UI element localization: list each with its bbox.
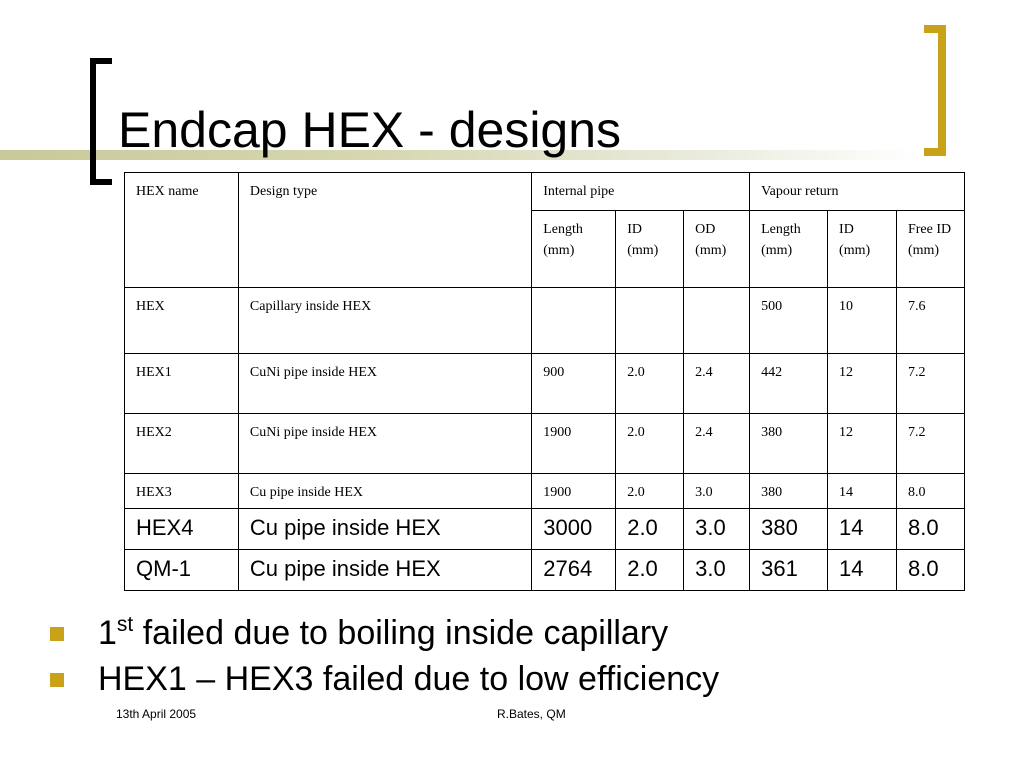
header-cell <box>616 211 684 288</box>
table-cell <box>125 288 239 354</box>
table-row <box>125 509 965 550</box>
cell-ip-od <box>684 288 749 296</box>
table-cell <box>828 354 897 414</box>
table-cell <box>684 414 750 474</box>
cell-ip-length: 900 <box>543 365 565 380</box>
table-cell <box>125 354 239 414</box>
table-cell <box>750 288 828 354</box>
table-cell <box>828 474 897 509</box>
cell-hex-name: QM-1 <box>136 556 191 581</box>
table-cell <box>238 509 531 550</box>
cell-ip-od: 2.4 <box>695 365 713 380</box>
cell-hex-name: HEX1 <box>136 365 172 380</box>
table-cell <box>238 474 531 509</box>
table-cell <box>684 354 750 414</box>
cell-vr-id: 14 <box>839 556 864 581</box>
header-design-type: Design type <box>249 184 318 199</box>
header-ip-id: ID (mm) <box>627 222 659 258</box>
header-cell <box>896 211 964 288</box>
cell-vr-length: 380 <box>761 485 783 500</box>
table-cell <box>750 509 828 550</box>
square-bullet-icon <box>50 673 64 687</box>
table-row <box>125 288 965 354</box>
cell-hex-name: HEX4 <box>136 515 194 540</box>
table-cell <box>616 474 684 509</box>
table-cell <box>750 550 828 591</box>
table-cell <box>750 474 828 509</box>
cell-vr-free-id: 7.2 <box>907 365 926 380</box>
bullet-list <box>46 610 719 702</box>
cell-ip-id: 2.0 <box>627 365 645 380</box>
table-cell <box>828 550 897 591</box>
cell-vr-length: 500 <box>761 299 783 314</box>
header-cell <box>750 211 828 288</box>
table-cell <box>238 288 531 354</box>
cell-design-type: Capillary inside HEX <box>249 299 372 314</box>
cell-ip-id: 2.0 <box>627 515 658 540</box>
table-cell <box>684 509 750 550</box>
table-row <box>125 550 965 591</box>
bullet-item <box>46 610 719 656</box>
table-cell <box>532 474 616 509</box>
table-cell <box>616 509 684 550</box>
bullet-item <box>46 656 719 702</box>
header-vr-id: ID (mm) <box>839 222 871 258</box>
cell-hex-name: HEX <box>136 299 165 314</box>
table-cell <box>532 550 616 591</box>
square-bullet-icon <box>50 627 64 641</box>
cell-vr-id: 14 <box>839 485 854 500</box>
cell-ip-id: 2.0 <box>627 485 645 500</box>
hex-designs-table <box>124 172 965 591</box>
table-cell <box>532 414 616 474</box>
table-row <box>125 414 965 474</box>
table-cell <box>828 414 897 474</box>
header-cell <box>125 173 239 288</box>
cell-hex-name: HEX3 <box>136 485 172 500</box>
cell-vr-length: 380 <box>761 515 798 540</box>
header-cell <box>532 211 616 288</box>
cell-ip-id: 2.0 <box>627 425 645 440</box>
table-cell <box>896 509 964 550</box>
cell-ip-od: 3.0 <box>695 515 726 540</box>
cell-vr-length: 442 <box>761 365 783 380</box>
cell-ip-id: 2.0 <box>627 556 658 581</box>
cell-ip-length: 1900 <box>543 425 572 440</box>
bullet-text: failed due to boiling inside capillary <box>133 614 669 652</box>
table-row <box>125 474 965 509</box>
cell-hex-name: HEX2 <box>136 425 172 440</box>
table-cell <box>750 354 828 414</box>
left-bracket-decoration <box>90 58 112 185</box>
right-bracket-decoration <box>924 25 946 156</box>
header-ip-od: OD (mm) <box>695 222 727 258</box>
cell-vr-id: 12 <box>839 365 854 380</box>
table-cell <box>125 550 239 591</box>
header-cell <box>238 173 531 288</box>
table-cell <box>684 474 750 509</box>
cell-vr-length: 361 <box>761 556 798 581</box>
cell-design-type: Cu pipe inside HEX <box>249 515 441 540</box>
table-cell <box>896 414 964 474</box>
cell-ip-length: 2764 <box>543 556 593 581</box>
header-cell <box>532 173 750 211</box>
cell-ip-od: 3.0 <box>695 485 713 500</box>
header-vr-free-id: Free ID (mm) <box>907 222 952 258</box>
header-hex-name: HEX name <box>136 184 199 199</box>
table-cell <box>532 354 616 414</box>
cell-vr-free-id: 7.6 <box>907 299 926 314</box>
cell-design-type: CuNi pipe inside HEX <box>249 425 378 440</box>
slide-title: Endcap HEX - designs <box>118 102 622 158</box>
table-cell <box>828 288 897 354</box>
header-cell <box>684 211 750 288</box>
cell-ip-length: 3000 <box>543 515 593 540</box>
table-cell <box>238 354 531 414</box>
table-cell <box>616 354 684 414</box>
cell-vr-free-id: 8.0 <box>907 485 926 500</box>
table-cell <box>684 550 750 591</box>
table-cell <box>616 550 684 591</box>
table-cell <box>125 509 239 550</box>
cell-design-type: Cu pipe inside HEX <box>249 556 441 581</box>
cell-ip-od: 2.4 <box>695 425 713 440</box>
header-ip-length: Length (mm) <box>543 222 583 258</box>
table-cell <box>616 414 684 474</box>
table-header-row <box>125 173 965 211</box>
cell-vr-id: 12 <box>839 425 854 440</box>
header-vr-length: Length (mm) <box>761 222 801 258</box>
table-cell <box>896 354 964 414</box>
cell-ip-length <box>532 288 615 296</box>
bullet-ordinal: 1 <box>98 614 117 652</box>
table-cell <box>125 474 239 509</box>
bullet-ordinal-suffix: st <box>116 613 134 636</box>
table-cell <box>750 414 828 474</box>
header-vapour-return: Vapour return <box>761 184 839 199</box>
table-cell <box>532 288 616 354</box>
bullet-text: HEX1 – HEX3 failed due to low efficiency <box>98 660 720 698</box>
cell-vr-id: 10 <box>839 299 854 314</box>
footer-date: 13th April 2005 <box>116 707 197 721</box>
table-cell <box>896 550 964 591</box>
cell-vr-free-id: 8.0 <box>907 556 939 581</box>
cell-ip-id <box>616 288 683 296</box>
table-cell <box>238 414 531 474</box>
cell-vr-id: 14 <box>839 515 864 540</box>
table-cell <box>828 509 897 550</box>
cell-vr-free-id: 8.0 <box>907 515 939 540</box>
footer-author: R.Bates, QM <box>497 707 566 721</box>
cell-design-type: Cu pipe inside HEX <box>249 485 364 500</box>
cell-design-type: CuNi pipe inside HEX <box>249 365 378 380</box>
header-cell <box>750 173 965 211</box>
table-cell <box>896 288 964 354</box>
table-cell <box>125 414 239 474</box>
header-internal-pipe: Internal pipe <box>543 184 615 199</box>
cell-vr-free-id: 7.2 <box>907 425 926 440</box>
table-row <box>125 354 965 414</box>
table-cell <box>896 474 964 509</box>
table-cell <box>532 509 616 550</box>
cell-vr-length: 380 <box>761 425 783 440</box>
table-cell <box>238 550 531 591</box>
table-cell <box>684 288 750 354</box>
table-cell <box>616 288 684 354</box>
header-cell <box>828 211 897 288</box>
cell-ip-length: 1900 <box>543 485 572 500</box>
cell-ip-od: 3.0 <box>695 556 726 581</box>
